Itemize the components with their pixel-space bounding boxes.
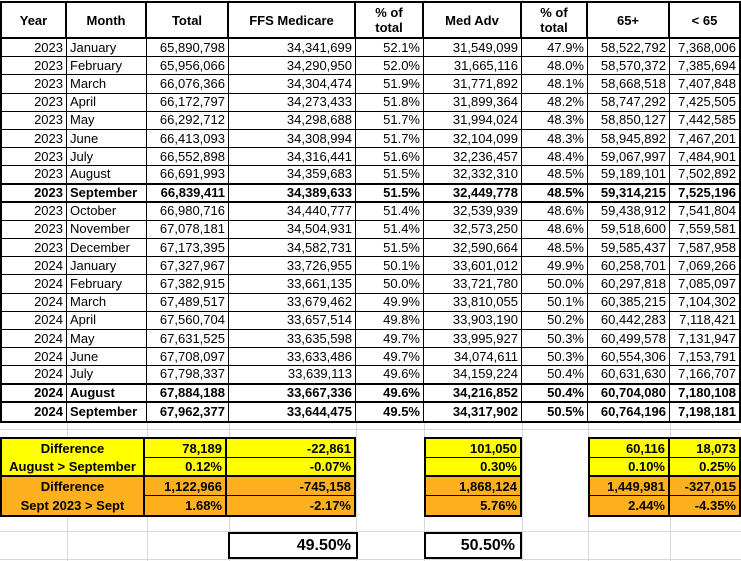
under65-cell[interactable]: 7,502,892 <box>670 166 739 184</box>
month-cell[interactable]: March <box>67 75 147 93</box>
medadv-cell[interactable]: 33,601,012 <box>424 257 522 275</box>
under65-cell[interactable]: 7,153,791 <box>670 348 739 366</box>
year-cell[interactable]: 2024 <box>2 312 67 330</box>
month-cell[interactable]: July <box>67 366 147 384</box>
month-cell[interactable]: November <box>67 221 147 239</box>
col-header-over65[interactable]: 65+ <box>588 3 670 39</box>
summary-label[interactable]: Difference <box>2 477 145 496</box>
col-header-ffs[interactable]: FFS Medicare <box>229 3 356 39</box>
medadv-cell[interactable]: 33,721,780 <box>424 275 522 293</box>
total-diff-pct-cell[interactable]: 0.12% <box>145 458 227 477</box>
ffs_pct-cell[interactable]: 51.4% <box>356 203 424 221</box>
medadv_pct-cell[interactable]: 48.3% <box>522 130 588 148</box>
under65-diff-pct-cell[interactable]: -4.35% <box>670 496 739 515</box>
over65-cell[interactable]: 59,585,437 <box>588 239 670 257</box>
ffs-cell[interactable]: 34,504,931 <box>229 221 356 239</box>
over65-cell[interactable]: 60,442,283 <box>588 312 670 330</box>
ffs-cell[interactable]: 34,290,950 <box>229 57 356 75</box>
ffs_pct-cell[interactable]: 51.7% <box>356 112 424 130</box>
over65-diff-cell[interactable]: 1,449,981 <box>590 477 670 496</box>
ffs-cell[interactable]: 34,273,433 <box>229 94 356 112</box>
total-cell[interactable]: 67,173,395 <box>147 239 229 257</box>
total-diff-cell[interactable]: 1,122,966 <box>145 477 227 496</box>
medadv-diff-pct-cell[interactable]: 0.30% <box>426 458 520 477</box>
under65-cell[interactable]: 7,180,108 <box>670 385 739 403</box>
total-diff-cell[interactable]: 78,189 <box>145 439 227 458</box>
ffs_pct-cell[interactable]: 51.8% <box>356 94 424 112</box>
medadv_pct-cell[interactable]: 50.3% <box>522 330 588 348</box>
over65-cell[interactable]: 59,067,997 <box>588 148 670 166</box>
over65-cell[interactable]: 59,518,600 <box>588 221 670 239</box>
total-cell[interactable]: 67,560,704 <box>147 312 229 330</box>
under65-cell[interactable]: 7,069,266 <box>670 257 739 275</box>
total-cell[interactable]: 65,956,066 <box>147 57 229 75</box>
col-header-medadv_pct[interactable]: % of total <box>522 3 588 39</box>
medadv-share-box[interactable]: 50.50% <box>424 532 522 559</box>
medadv_pct-cell[interactable]: 48.6% <box>522 203 588 221</box>
month-cell[interactable]: December <box>67 239 147 257</box>
ffs-cell[interactable]: 33,635,598 <box>229 330 356 348</box>
total-cell[interactable]: 67,382,915 <box>147 275 229 293</box>
ffs-cell[interactable]: 33,726,955 <box>229 257 356 275</box>
medadv-diff-pct-cell[interactable]: 5.76% <box>426 496 520 515</box>
total-cell[interactable]: 66,292,712 <box>147 112 229 130</box>
medadv_pct-cell[interactable]: 48.2% <box>522 94 588 112</box>
ffs_pct-cell[interactable]: 49.8% <box>356 312 424 330</box>
year-cell[interactable]: 2024 <box>2 366 67 384</box>
col-header-year[interactable]: Year <box>2 3 67 39</box>
medadv-cell[interactable]: 32,539,939 <box>424 203 522 221</box>
ffs_pct-cell[interactable]: 51.6% <box>356 148 424 166</box>
medadv-cell[interactable]: 34,216,852 <box>424 385 522 403</box>
total-cell[interactable]: 67,708,097 <box>147 348 229 366</box>
ffs-cell[interactable]: 34,341,699 <box>229 39 356 57</box>
ffs-share-box[interactable]: 49.50% <box>228 532 358 559</box>
total-cell[interactable]: 67,489,517 <box>147 294 229 312</box>
over65-cell[interactable]: 58,668,518 <box>588 75 670 93</box>
under65-cell[interactable]: 7,198,181 <box>678 403 736 419</box>
ffs-cell[interactable]: 33,679,462 <box>229 294 356 312</box>
over65-cell[interactable]: 59,438,912 <box>588 203 670 221</box>
month-cell[interactable]: March <box>67 294 147 312</box>
medadv-diff-cell[interactable]: 101,050 <box>426 439 520 458</box>
medadv_pct-cell[interactable]: 50.0% <box>522 275 588 293</box>
under65-cell[interactable]: 7,407,848 <box>670 75 739 93</box>
year-cell[interactable]: 2023 <box>2 239 67 257</box>
under65-diff-cell[interactable]: -327,015 <box>670 477 739 496</box>
ffs_pct-cell[interactable]: 49.7% <box>356 330 424 348</box>
over65-diff-pct-cell[interactable]: 0.10% <box>590 458 670 477</box>
ffs-cell[interactable]: 34,308,994 <box>229 130 356 148</box>
ffs_pct-cell[interactable]: 49.6% <box>356 385 424 403</box>
year-cell[interactable]: 2023 <box>2 148 67 166</box>
under65-cell[interactable]: 7,368,006 <box>670 39 739 57</box>
month-cell[interactable]: October <box>67 203 147 221</box>
medadv_pct-cell[interactable]: 48.1% <box>522 75 588 93</box>
over65-cell[interactable]: 60,499,578 <box>588 330 670 348</box>
ffs_pct-cell[interactable]: 49.5% <box>356 403 424 421</box>
medadv-cell[interactable]: 31,994,024 <box>424 112 522 130</box>
month-cell[interactable]: August <box>67 166 147 184</box>
over65-cell[interactable]: 58,570,372 <box>588 57 670 75</box>
total-cell[interactable]: 67,327,967 <box>147 257 229 275</box>
ffs-cell[interactable]: 34,389,633 <box>229 185 356 203</box>
ffs_pct-cell[interactable]: 51.5% <box>356 166 424 184</box>
month-cell[interactable]: August <box>67 385 147 403</box>
under65-cell[interactable]: 7,085,097 <box>670 275 739 293</box>
ffs_pct-cell[interactable]: 52.0% <box>356 57 424 75</box>
year-cell[interactable]: 2023 <box>2 130 67 148</box>
medadv_pct-cell[interactable]: 48.3% <box>522 112 588 130</box>
total-cell[interactable]: 66,413,093 <box>147 130 229 148</box>
medadv-cell[interactable]: 32,332,310 <box>424 166 522 184</box>
month-cell[interactable]: February <box>67 57 147 75</box>
under65-cell[interactable]: 7,118,421 <box>670 312 739 330</box>
over65-cell[interactable]: 60,385,215 <box>588 294 670 312</box>
ffs_pct-cell[interactable]: 51.5% <box>356 185 424 203</box>
ffs-cell[interactable]: 33,657,514 <box>229 312 356 330</box>
year-cell[interactable]: 2024 <box>2 403 67 421</box>
under65-cell[interactable]: 7,559,581 <box>670 221 739 239</box>
over65-cell[interactable]: 60,554,306 <box>588 348 670 366</box>
year-cell[interactable]: 2024 <box>2 294 67 312</box>
ffs-cell[interactable]: 34,298,688 <box>229 112 356 130</box>
medadv_pct-cell[interactable]: 50.2% <box>522 312 588 330</box>
year-cell[interactable]: 2023 <box>2 185 67 203</box>
year-cell[interactable]: 2023 <box>2 203 67 221</box>
year-cell[interactable]: 2024 <box>2 275 67 293</box>
medadv-cell[interactable]: 31,665,116 <box>424 57 522 75</box>
summary-label[interactable]: Difference <box>2 439 145 458</box>
medadv-cell[interactable]: 32,573,250 <box>424 221 522 239</box>
medadv_pct-cell[interactable]: 50.3% <box>522 348 588 366</box>
over65-cell[interactable]: 60,258,701 <box>588 257 670 275</box>
under65-cell[interactable]: 7,467,201 <box>670 130 739 148</box>
ffs_pct-cell[interactable]: 49.9% <box>356 294 424 312</box>
over65-cell[interactable]: 60,631,630 <box>588 366 670 384</box>
over65-cell[interactable]: 58,747,292 <box>588 94 670 112</box>
month-cell[interactable]: June <box>67 130 147 148</box>
over65-cell[interactable]: 60,297,818 <box>588 275 670 293</box>
year-cell[interactable]: 2023 <box>2 166 67 184</box>
over65-cell[interactable]: 58,850,127 <box>588 112 670 130</box>
medadv-cell[interactable]: 32,104,099 <box>424 130 522 148</box>
month-cell[interactable]: July <box>67 148 147 166</box>
total-cell[interactable]: 67,631,525 <box>147 330 229 348</box>
medadv-cell[interactable]: 34,074,611 <box>424 348 522 366</box>
under65-diff-pct-cell[interactable]: 0.25% <box>670 458 739 477</box>
over65-cell[interactable]: 58,945,892 <box>588 130 670 148</box>
summary-medadv-block <box>424 437 522 517</box>
under65-cell[interactable]: 7,385,694 <box>670 57 739 75</box>
medadv-cell[interactable]: 32,449,778 <box>424 185 522 203</box>
over65-diff-pct-cell[interactable]: 2.44% <box>590 496 670 515</box>
medadv-cell[interactable]: 33,903,190 <box>424 312 522 330</box>
ffs_pct-cell[interactable]: 51.7% <box>356 130 424 148</box>
year-cell[interactable]: 2023 <box>2 94 67 112</box>
month-cell[interactable]: September <box>67 403 147 421</box>
enrollment-table <box>0 1 741 423</box>
month-cell[interactable]: May <box>67 330 147 348</box>
over65-cell[interactable]: 58,522,792 <box>588 39 670 57</box>
under65-cell[interactable]: 7,166,707 <box>670 366 739 384</box>
under65-cell[interactable]: 7,484,901 <box>670 148 739 166</box>
ffs-cell[interactable]: 33,639,113 <box>229 366 356 384</box>
under65-cell[interactable]: 7,587,958 <box>670 239 739 257</box>
year-cell[interactable]: 2024 <box>2 348 67 366</box>
under65-cell[interactable]: 7,104,302 <box>670 294 739 312</box>
month-cell[interactable]: April <box>67 312 147 330</box>
medadv_pct-cell[interactable]: 47.9% <box>522 39 588 57</box>
medadv-cell[interactable]: 32,590,664 <box>424 239 522 257</box>
year-cell[interactable]: 2024 <box>2 385 67 403</box>
ffs_pct-cell[interactable]: 51.5% <box>356 239 424 257</box>
col-header-medadv[interactable]: Med Adv <box>424 3 522 39</box>
under65-cell[interactable]: 7,425,505 <box>670 94 739 112</box>
total-cell[interactable]: 66,691,993 <box>147 166 229 184</box>
ffs-cell[interactable]: 34,582,731 <box>229 239 356 257</box>
medadv_pct-cell[interactable]: 48.4% <box>522 148 588 166</box>
month-cell[interactable]: January <box>67 39 147 57</box>
col-header-under65[interactable]: < 65 <box>670 3 739 39</box>
ffs-diff-cell[interactable]: -745,158 <box>227 477 354 496</box>
total-cell[interactable]: 66,839,411 <box>147 185 229 203</box>
medadv_pct-cell[interactable]: 48.0% <box>522 57 588 75</box>
over65-cell[interactable]: 59,314,215 <box>588 185 670 203</box>
over65-diff-cell[interactable]: 60,116 <box>590 439 670 458</box>
medadv_pct-cell[interactable]: 50.4% <box>522 366 588 384</box>
medadv_pct-cell[interactable]: 48.6% <box>522 221 588 239</box>
total-cell[interactable]: 66,172,797 <box>147 94 229 112</box>
year-cell[interactable]: 2023 <box>2 112 67 130</box>
year-cell[interactable]: 2024 <box>2 330 67 348</box>
medadv_pct-cell[interactable]: 48.5% <box>522 239 588 257</box>
medadv_pct-cell[interactable]: 50.5% <box>522 403 588 421</box>
total-cell[interactable]: 66,552,898 <box>147 148 229 166</box>
medadv-cell[interactable]: 31,549,099 <box>424 39 522 57</box>
total-cell[interactable]: 67,962,377 <box>147 403 229 421</box>
under65-cell[interactable]: 7,541,804 <box>670 203 739 221</box>
medadv-diff-cell[interactable]: 1,868,124 <box>426 477 520 496</box>
total-cell[interactable]: 67,078,181 <box>147 221 229 239</box>
month-cell[interactable]: June <box>67 348 147 366</box>
ffs-cell[interactable]: 34,304,474 <box>229 75 356 93</box>
ffs_pct-cell[interactable]: 49.6% <box>356 366 424 384</box>
under65-cell[interactable]: 7,525,196 <box>670 185 739 203</box>
summary-age-block <box>588 437 741 517</box>
ffs-cell[interactable]: 33,661,135 <box>229 275 356 293</box>
medadv-cell[interactable]: 33,995,927 <box>424 330 522 348</box>
medadv-cell[interactable]: 31,899,364 <box>424 94 522 112</box>
under65-cell[interactable]: 7,131,947 <box>670 330 739 348</box>
year-cell[interactable]: 2023 <box>2 221 67 239</box>
year-cell[interactable]: 2023 <box>2 57 67 75</box>
ffs_pct-cell[interactable]: 50.0% <box>356 275 424 293</box>
ffs_pct-cell[interactable]: 49.7% <box>356 348 424 366</box>
over65-cell[interactable]: 60,704,080 <box>588 385 670 403</box>
total-cell[interactable]: 66,980,716 <box>147 203 229 221</box>
col-header-ffs_pct[interactable]: % of total <box>356 3 424 39</box>
month-cell[interactable]: September <box>67 185 147 203</box>
ffs-cell[interactable]: 33,633,486 <box>229 348 356 366</box>
ffs-cell[interactable]: 34,316,441 <box>229 148 356 166</box>
total-cell[interactable]: 67,884,188 <box>147 385 229 403</box>
medadv_pct-cell[interactable]: 50.4% <box>522 385 588 403</box>
medadv_pct-cell[interactable]: 48.5% <box>522 185 588 203</box>
ffs_pct-cell[interactable]: 50.1% <box>356 257 424 275</box>
col-header-month[interactable]: Month <box>67 3 147 39</box>
total-cell[interactable]: 67,798,337 <box>147 366 229 384</box>
ffs_pct-cell[interactable]: 52.1% <box>356 39 424 57</box>
summary-label[interactable]: Sept 2023 > Sept <box>2 496 145 515</box>
ffs-cell[interactable]: 34,359,683 <box>229 166 356 184</box>
summary-left-block <box>0 437 356 517</box>
ffs_pct-cell[interactable]: 51.9% <box>356 75 424 93</box>
total-cell[interactable]: 66,076,366 <box>147 75 229 93</box>
under65-cell[interactable]: 7,442,585 <box>670 112 739 130</box>
medadv-cell[interactable]: 32,236,457 <box>424 148 522 166</box>
ffs_pct-cell[interactable]: 51.4% <box>356 221 424 239</box>
medadv_pct-cell[interactable]: 50.1% <box>522 294 588 312</box>
ffs-diff-pct-cell[interactable]: -2.17% <box>227 496 354 515</box>
ffs-diff-pct-cell[interactable]: -0.07% <box>227 458 354 477</box>
year-cell[interactable]: 2024 <box>2 257 67 275</box>
over65-cell[interactable]: 60,764,196 <box>588 403 670 421</box>
medadv-cell[interactable]: 34,317,902 <box>424 403 522 421</box>
year-cell[interactable]: 2023 <box>2 39 67 57</box>
month-cell[interactable]: April <box>67 94 147 112</box>
total-cell[interactable]: 65,890,798 <box>147 39 229 57</box>
over65-cell[interactable]: 59,189,101 <box>588 166 670 184</box>
total-diff-pct-cell[interactable]: 1.68% <box>145 496 227 515</box>
month-cell[interactable]: May <box>67 112 147 130</box>
summary-label[interactable]: August > September <box>2 458 145 477</box>
month-cell[interactable]: February <box>67 275 147 293</box>
ffs-diff-cell[interactable]: -22,861 <box>227 439 354 458</box>
medadv-cell[interactable]: 34,159,224 <box>424 366 522 384</box>
medadv_pct-cell[interactable]: 48.5% <box>522 166 588 184</box>
medadv_pct-cell[interactable]: 49.9% <box>522 257 588 275</box>
medadv-cell[interactable]: 33,810,055 <box>424 294 522 312</box>
ffs-cell[interactable]: 34,440,777 <box>229 203 356 221</box>
under65-diff-cell[interactable]: 18,073 <box>670 439 739 458</box>
col-header-total[interactable]: Total <box>147 3 229 39</box>
ffs-cell[interactable]: 33,644,475 <box>229 403 356 421</box>
medadv-cell[interactable]: 31,771,892 <box>424 75 522 93</box>
ffs-cell[interactable]: 33,667,336 <box>229 385 356 403</box>
year-cell[interactable]: 2023 <box>2 75 67 93</box>
month-cell[interactable]: January <box>67 257 147 275</box>
